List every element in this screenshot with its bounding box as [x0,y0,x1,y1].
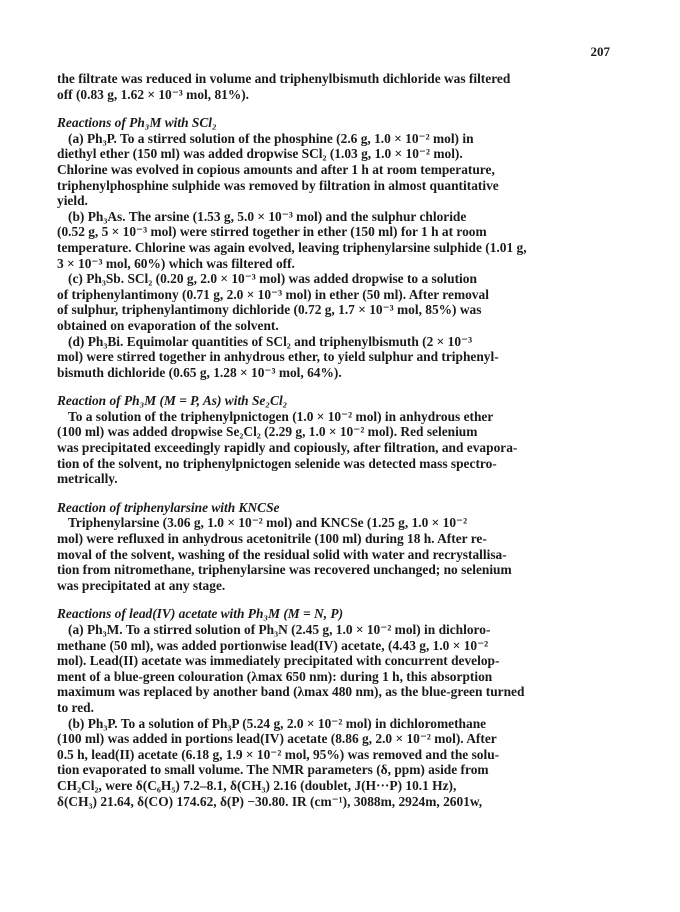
body-text [57,71,627,809]
text-line: To a solution of the triphenylpnictogen (1.0 × 10⁻² mol) in anhydrous ether [68,408,494,424]
paragraph [57,716,627,810]
page-number: 207 [590,44,610,59]
text-line: CH₂Cl₂, were δ(C₆H₅) 7.2–8.1, δ(CH₃) 2.16 (doublet, J(H···P) 10.1 Hz), [57,777,457,793]
paragraph [57,334,627,381]
paragraph [57,209,627,271]
section-heading: Reaction of Ph₃M (M = P, As) with Se₂Cl₂ [57,393,288,409]
text-line: ment of a blue-green colouration (λmax 650 nm): during 1 h, this absorption [57,668,493,684]
text-line: metrically. [57,471,118,487]
text-line: mol) were stirred together in anhydrous ether, to yield sulphur and triphenyl- [57,349,499,365]
text-line: (100 ml) was added dropwise Se₂Cl₂ (2.29 g, 1.0 × 10⁻² mol). Red selenium [57,424,478,440]
text-line: of sulphur, triphenylantimony dichloride (0.72 g, 1.7 × 10⁻³ mol, 85%) was [57,302,482,318]
text-line: mol) were refluxed in anhydrous acetonitrile (100 ml) during 18 h. After re- [57,531,487,547]
text-line: off (0.83 g, 1.62 × 10⁻³ mol, 81%). [57,86,250,102]
text-line: (b) Ph₃P. To a solution of Ph₃P (5.24 g, 2.0 × 10⁻² mol) in dichloromethane [68,715,487,731]
text-line: (100 ml) was added in portions lead(IV) acetate (8.86 g, 2.0 × 10⁻² mol). After [57,731,497,747]
text-line: tion evaporated to small volume. The NMR parameters (δ, ppm) aside from [57,762,489,778]
text-line: yield. [57,193,88,209]
text-line: (c) Ph₃Sb. SCl₂ (0.20 g, 2.0 × 10⁻³ mol) was added dropwise to a solution [68,271,477,287]
text-line: tion of the solvent, no triphenylpnictogen selenide was detected mass spectro- [57,455,497,471]
text-line: was precipitated at any stage. [57,577,226,593]
paragraph [57,622,627,716]
text-line: (b) Ph₃As. The arsine (1.53 g, 5.0 × 10⁻³ mol) and the sulphur chloride [68,208,467,224]
text-line: to red. [57,699,94,715]
paragraph [57,409,627,487]
text-line: 0.5 h, lead(II) acetate (6.18 g, 1.9 × 10⁻² mol, 95%) was removed and the solu- [57,746,500,762]
section-heading: Reactions of Ph₃M with SCl₂ [57,115,217,131]
text-line: temperature. Chlorine was again evolved, leaving triphenylarsine sulphide (1.01 g, [57,239,527,255]
paragraph [57,515,627,593]
section-heading: Reactions of lead(IV) acetate with Ph₃M (M = N, P) [57,606,344,622]
text-line: was precipitated exceedingly rapidly and copiously, after filtration, and evapora- [57,440,518,456]
text-line: obtained on evaporation of the solvent. [57,317,279,333]
text-line: (d) Ph₃Bi. Equimolar quantities of SCl₂ and triphenylbismuth (2 × 10⁻³ [68,333,473,349]
text-line: (a) Ph₃P. To a stirred solution of the phosphine (2.6 g, 1.0 × 10⁻² mol) in [68,130,474,146]
text-line: triphenylphosphine sulphide was removed by filtration in almost quantitative [57,177,499,193]
text-line: diethyl ether (150 ml) was added dropwise SCl₂ (1.03 g, 1.0 × 10⁻² mol). [57,146,463,162]
text-line: (0.52 g, 5 × 10⁻³ mol) were stirred together in ether (150 ml) for 1 h at room [57,224,487,240]
text-line: Triphenylarsine (3.06 g, 1.0 × 10⁻² mol) and KNCSe (1.25 g, 1.0 × 10⁻² [68,515,468,531]
text-line: (a) Ph₃M. To a stirred solution of Ph₃N (2.45 g, 1.0 × 10⁻² mol) in dichloro- [68,622,491,637]
text-line: Chlorine was evolved in copious amounts and after 1 h at room temperature, [57,161,495,177]
paragraph [57,131,627,209]
text-line: moval of the solvent, washing of the residual solid with water and recrystallisa- [57,546,507,562]
text-line: the filtrate was reduced in volume and triphenylbismuth dichloride was filtered [57,71,511,86]
text-line: mol). Lead(II) acetate was immediately precipitated with concurrent develop- [57,653,500,669]
intro-paragraph [57,71,627,102]
text-line: tion from nitromethane, triphenylarsine was recovered unchanged; no selenium [57,562,512,578]
text-line: of triphenylantimony (0.71 g, 2.0 × 10⁻³ mol) in ether (50 ml). After removal [57,286,489,302]
text-line: methane (50 ml), was added portionwise lead(IV) acetate, (4.43 g, 1.0 × 10⁻² [57,637,489,653]
text-line: 3 × 10⁻³ mol, 60%) which was filtered off. [57,255,295,271]
text-line: bismuth dichloride (0.65 g, 1.28 × 10⁻³ mol, 64%). [57,364,342,380]
text-line: δ(CH₃) 21.64, δ(CO) 174.62, δ(P) −30.80. IR (cm⁻¹), 3088m, 2924m, 2601w, [57,793,483,809]
section-heading: Reaction of triphenylarsine with KNCSe [57,499,280,515]
text-line: maximum was replaced by another band (λmax 480 nm), as the blue-green turned [57,684,525,700]
paragraph [57,271,627,333]
